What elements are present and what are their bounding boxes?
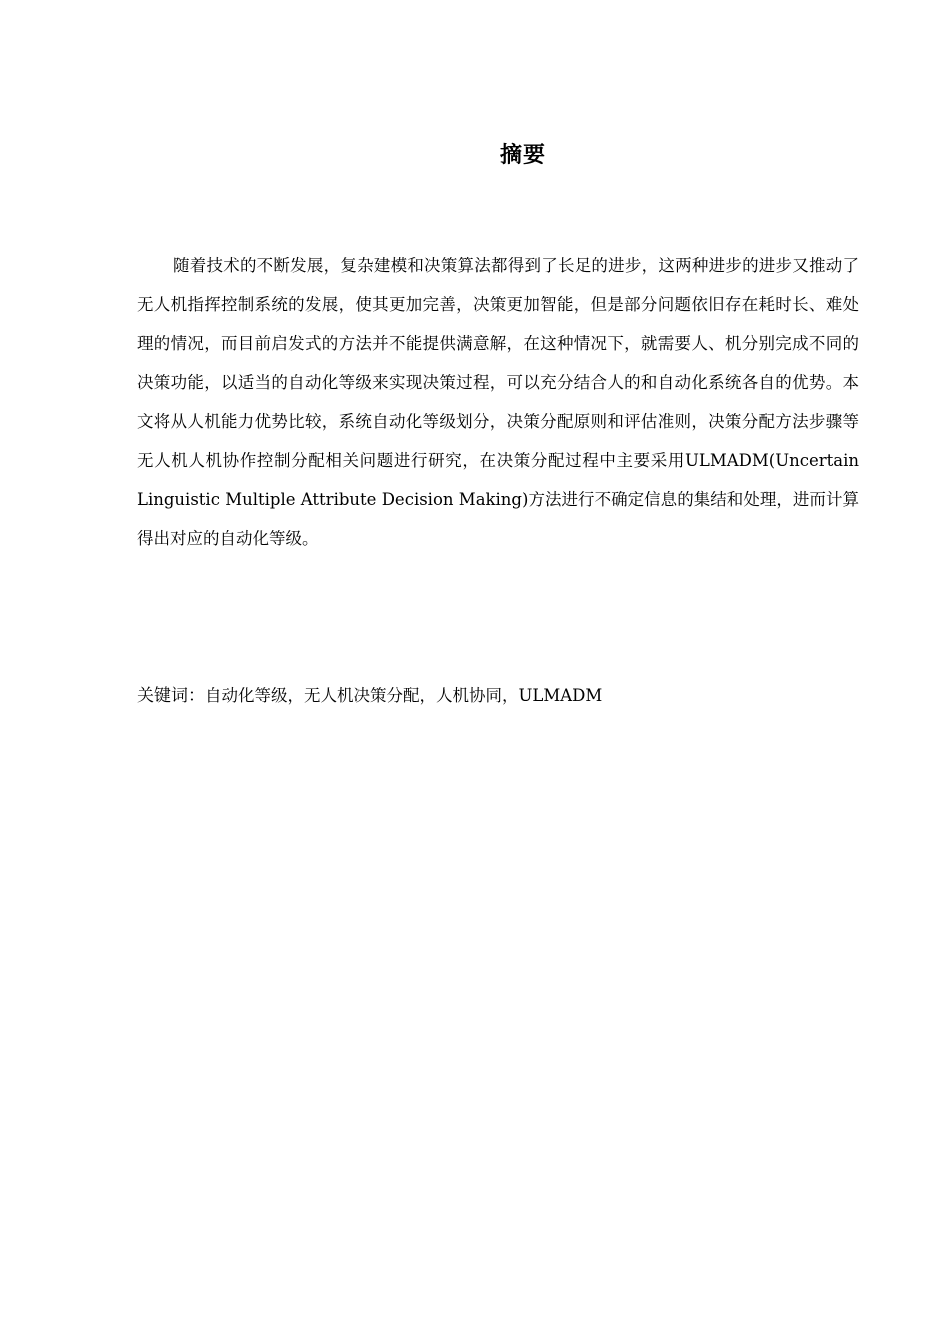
keywords-label: 关键词： (137, 686, 205, 706)
keywords-line (137, 676, 859, 716)
abstract-paragraph: 随着技术的不断发展，复杂建模和决策算法都得到了长足的进步，这两种进步的进步又推动了无人机指挥控制系统的发展，使其更加完善，决策更加智能，但是部分问题依旧存在耗时长、难处理的情况，而目前启发式的方法并不能提供满意解，在这种情况下，就需要人、机分别完成不同的决策功能，以适当的自动化等级来实现决策过程，可以充分结合人的和自动化系统各自的优势。本文将从人机能力优势比较，系统自动化等级划分，决策分配原则和评估准则，决策分配方法步骤等无人机人机协作控制分配相关问题进行研究，在决策分配过程中主要采用ULMADM(Uncertain Linguistic Multiple Attribute Decision Making)方法进行不确定信息的集结和处理，进而计算得出对应的自动化等级。 (137, 256, 859, 548)
abstract-title: 摘要 (499, 143, 546, 168)
keywords-text: 自动化等级，无人机决策分配，人机协同，ULMADM (205, 686, 603, 705)
